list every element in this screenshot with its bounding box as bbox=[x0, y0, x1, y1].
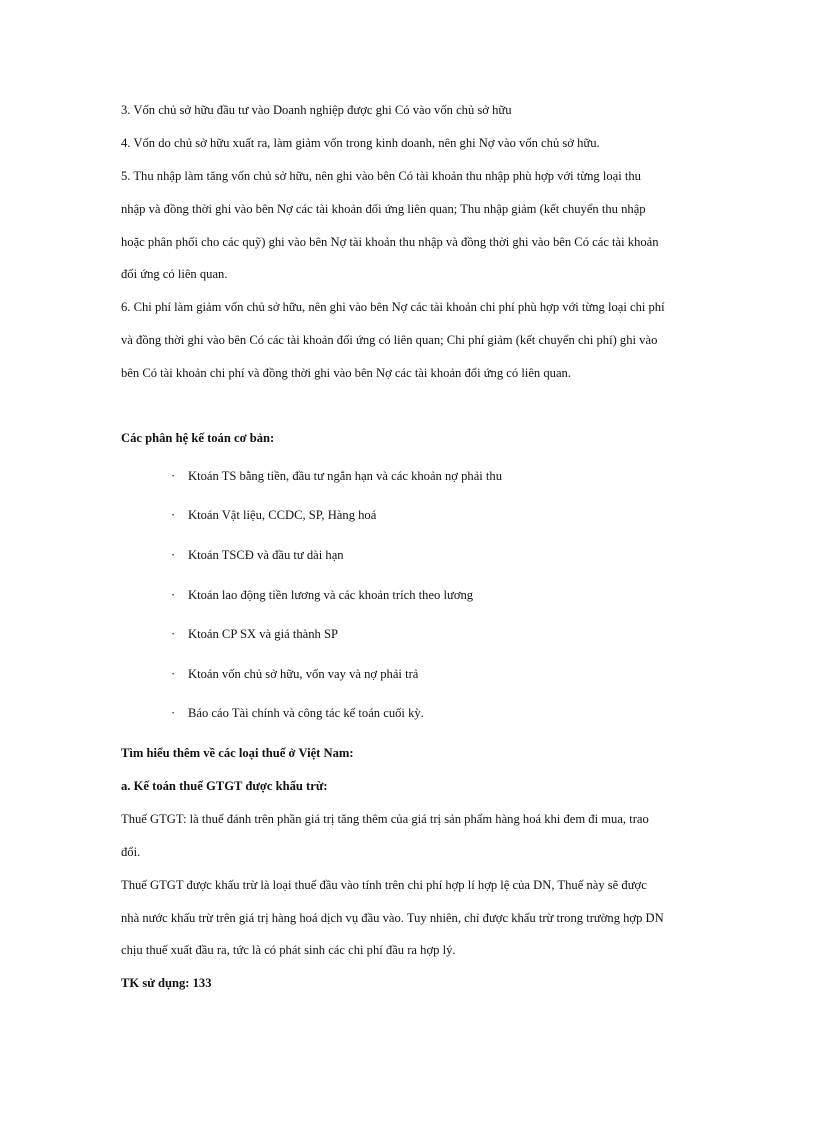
account-code: TK sử dụng: 133 bbox=[121, 976, 212, 990]
subsystems-heading: Các phân hệ kế toán cơ bản: bbox=[121, 431, 275, 445]
vat-subheading: a. Kế toán thuế GTGT được khấu trừ: bbox=[121, 779, 328, 793]
bullet-icon: · bbox=[171, 667, 176, 681]
paragraph-6-line: và đồng thời ghi vào bên Có các tài khoản đối ứng có liên quan; Chi phí giảm (kết chuyển chi phí) ghi vào bbox=[121, 333, 658, 347]
paragraph-5-line: hoặc phân phối cho các quỹ) ghi vào bên Nợ tài khoản thu nhập và đồng thời ghi vào bên Có các tài khoản bbox=[121, 235, 659, 249]
list-item-text: Ktoán CP SX và giá thành SP bbox=[188, 627, 338, 641]
paragraph-5-line: đối ứng có liên quan. bbox=[121, 267, 228, 281]
paragraph-4: 4. Vốn do chủ sở hữu xuất ra, làm giảm vốn trong kinh doanh, nên ghi Nợ vào vốn chủ sở hữu. bbox=[121, 136, 600, 150]
bullet-icon: · bbox=[171, 469, 176, 483]
bullet-icon: · bbox=[171, 588, 176, 602]
vat-deductible-line: chịu thuế xuất đầu ra, tức là có phát sinh các chi phí đầu ra hợp lý. bbox=[121, 943, 456, 957]
paragraph-5-line: nhập và đồng thời ghi vào bên Nợ các tài khoản đối ứng liên quan; Thu nhập giảm (kết chuyển thu nhập bbox=[121, 202, 646, 216]
list-item-text: Ktoán lao động tiền lương và các khoản trích theo lương bbox=[188, 588, 474, 602]
paragraph-3: 3. Vốn chủ sở hữu đầu tư vào Doanh nghiệp được ghi Có vào vốn chủ sở hữu bbox=[121, 103, 512, 117]
paragraph-6-line: 6. Chi phí làm giảm vốn chủ sở hữu, nên ghi vào bên Nợ các tài khoản chi phí phù hợp với từng loại chi phí bbox=[121, 300, 665, 314]
list-item-text: Ktoán TS bằng tiền, đầu tư ngắn hạn và các khoản nợ phải thu bbox=[188, 469, 503, 483]
bullet-icon: · bbox=[171, 508, 176, 522]
list-item-text: Ktoán TSCĐ và đầu tư dài hạn bbox=[188, 548, 344, 562]
paragraph-6-line: bên Có tài khoản chi phí và đồng thời ghi vào bên Nợ các tài khoản đối ứng có liên quan. bbox=[121, 366, 571, 380]
tax-heading: Tìm hiểu thêm về các loại thuế ở Việt Nam: bbox=[121, 746, 354, 760]
bullet-icon: · bbox=[171, 627, 176, 641]
vat-deductible-line: nhà nước khấu trừ trên giá trị hàng hoá dịch vụ đầu vào. Tuy nhiên, chỉ được khấu trừ trong trường hợp DN bbox=[121, 911, 664, 925]
list-item-text: Báo cáo Tài chính và công tác kế toán cuối kỳ. bbox=[188, 706, 424, 720]
vat-deductible-line: Thuế GTGT được khấu trừ là loại thuế đầu vào tính trên chi phí hợp lí hợp lệ của DN, Thuế này sẽ được bbox=[121, 878, 647, 892]
list-item-text: Ktoán vốn chủ sở hữu, vốn vay và nợ phải trả bbox=[188, 667, 419, 681]
vat-definition-line: đổi. bbox=[121, 845, 141, 859]
bullet-icon: · bbox=[171, 548, 176, 562]
bullet-icon: · bbox=[171, 706, 176, 720]
vat-definition-line: Thuế GTGT: là thuế đánh trên phần giá trị tăng thêm của giá trị sản phẩm hàng hoá khi đem đi mua, trao bbox=[121, 812, 649, 826]
paragraph-5-line: 5. Thu nhập làm tăng vốn chủ sở hữu, nên ghi vào bên Có tài khoản thu nhập phù hợp với từng loại thu bbox=[121, 169, 641, 183]
list-item-text: Ktoán Vật liệu, CCDC, SP, Hàng hoá bbox=[188, 508, 377, 522]
